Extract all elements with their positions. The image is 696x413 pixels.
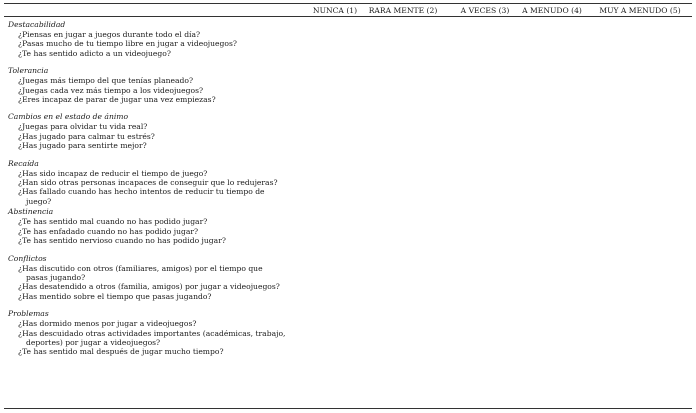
- table-body: [8, 20, 308, 357]
- question-item: ¿Has discutido con otros (familiares, amigos) por el tiempo que pasas jugando?: [18, 263, 263, 282]
- question-item: ¿Has descuidado otras actividades importantes (académicas, trabajo, deportes) por jugar a videojuegos?: [18, 328, 286, 347]
- question-item: ¿Te has sentido mal cuando no has podido jugar?: [18, 217, 208, 227]
- top-rule: [4, 3, 692, 4]
- questionnaire-table: [4, 3, 692, 409]
- section-title: Tolerancia: [8, 66, 49, 76]
- question-item: ¿Juegas para olvidar tu vida real?: [18, 122, 148, 132]
- column-header-rara-mente: RARA MENTE (2): [368, 6, 438, 15]
- header-rule: [4, 16, 692, 17]
- section-title: Destacabilidad: [8, 20, 66, 29]
- question-item: ¿Te has sentido nervioso cuando no has podido jugar?: [18, 236, 226, 246]
- question-item: ¿Han sido otras personas incapaces de conseguir que lo redujeras?: [18, 178, 278, 188]
- question-item: ¿Has sido incapaz de reducir el tiempo de juego?: [18, 168, 208, 178]
- section-title: Recaída: [8, 158, 39, 168]
- column-header-a-menudo: A MENUDO (4): [522, 6, 582, 15]
- column-header-a-veces: A VECES (3): [460, 6, 510, 15]
- question-item: ¿Has mentido sobre el tiempo que pasas jugando?: [18, 291, 212, 301]
- bottom-rule: [4, 408, 692, 409]
- question-item: ¿Te has sentido adicto a un videojuego?: [18, 48, 171, 58]
- question-item: ¿Te has sentido mal después de jugar mucho tiempo?: [18, 347, 224, 357]
- question-item: ¿Pasas mucho de tu tiempo libre en jugar a videojuegos?: [18, 39, 237, 49]
- question-item: ¿Piensas en jugar a juegos durante todo el día?: [18, 30, 201, 39]
- section-title: Abstinencia: [8, 207, 54, 217]
- question-item: ¿Has jugado para sentirte mejor?: [18, 141, 147, 151]
- section-title: Cambios en el estado de ánimo: [8, 112, 129, 122]
- question-item: ¿Has dormido menos por jugar a videojuegos?: [18, 319, 197, 329]
- column-header-muy-a-menudo: MUY A MENUDO (5): [599, 6, 681, 15]
- section-title: Conflictos: [8, 253, 47, 263]
- question-item: ¿Te has enfadado cuando no has podido jugar?: [18, 226, 199, 236]
- question-item: ¿Has jugado para calmar tu estrés?: [18, 131, 155, 141]
- question-item: ¿Juegas más tiempo del que tenías planeado?: [18, 76, 194, 86]
- table-header: [4, 5, 692, 16]
- column-header-nunca: NUNCA (1): [312, 6, 358, 15]
- question-item: ¿Juegas cada vez más tiempo a los videojuegos?: [18, 85, 204, 95]
- question-item: ¿Has fallado cuando has hecho intentos de reducir tu tiempo de juego?: [18, 187, 265, 206]
- section-title: Problemas: [8, 309, 49, 319]
- question-item: ¿Eres incapaz de parar de jugar una vez empiezas?: [18, 95, 216, 105]
- question-item: ¿Has desatendido a otros (familia, amigos) por jugar a videojuegos?: [18, 282, 280, 292]
